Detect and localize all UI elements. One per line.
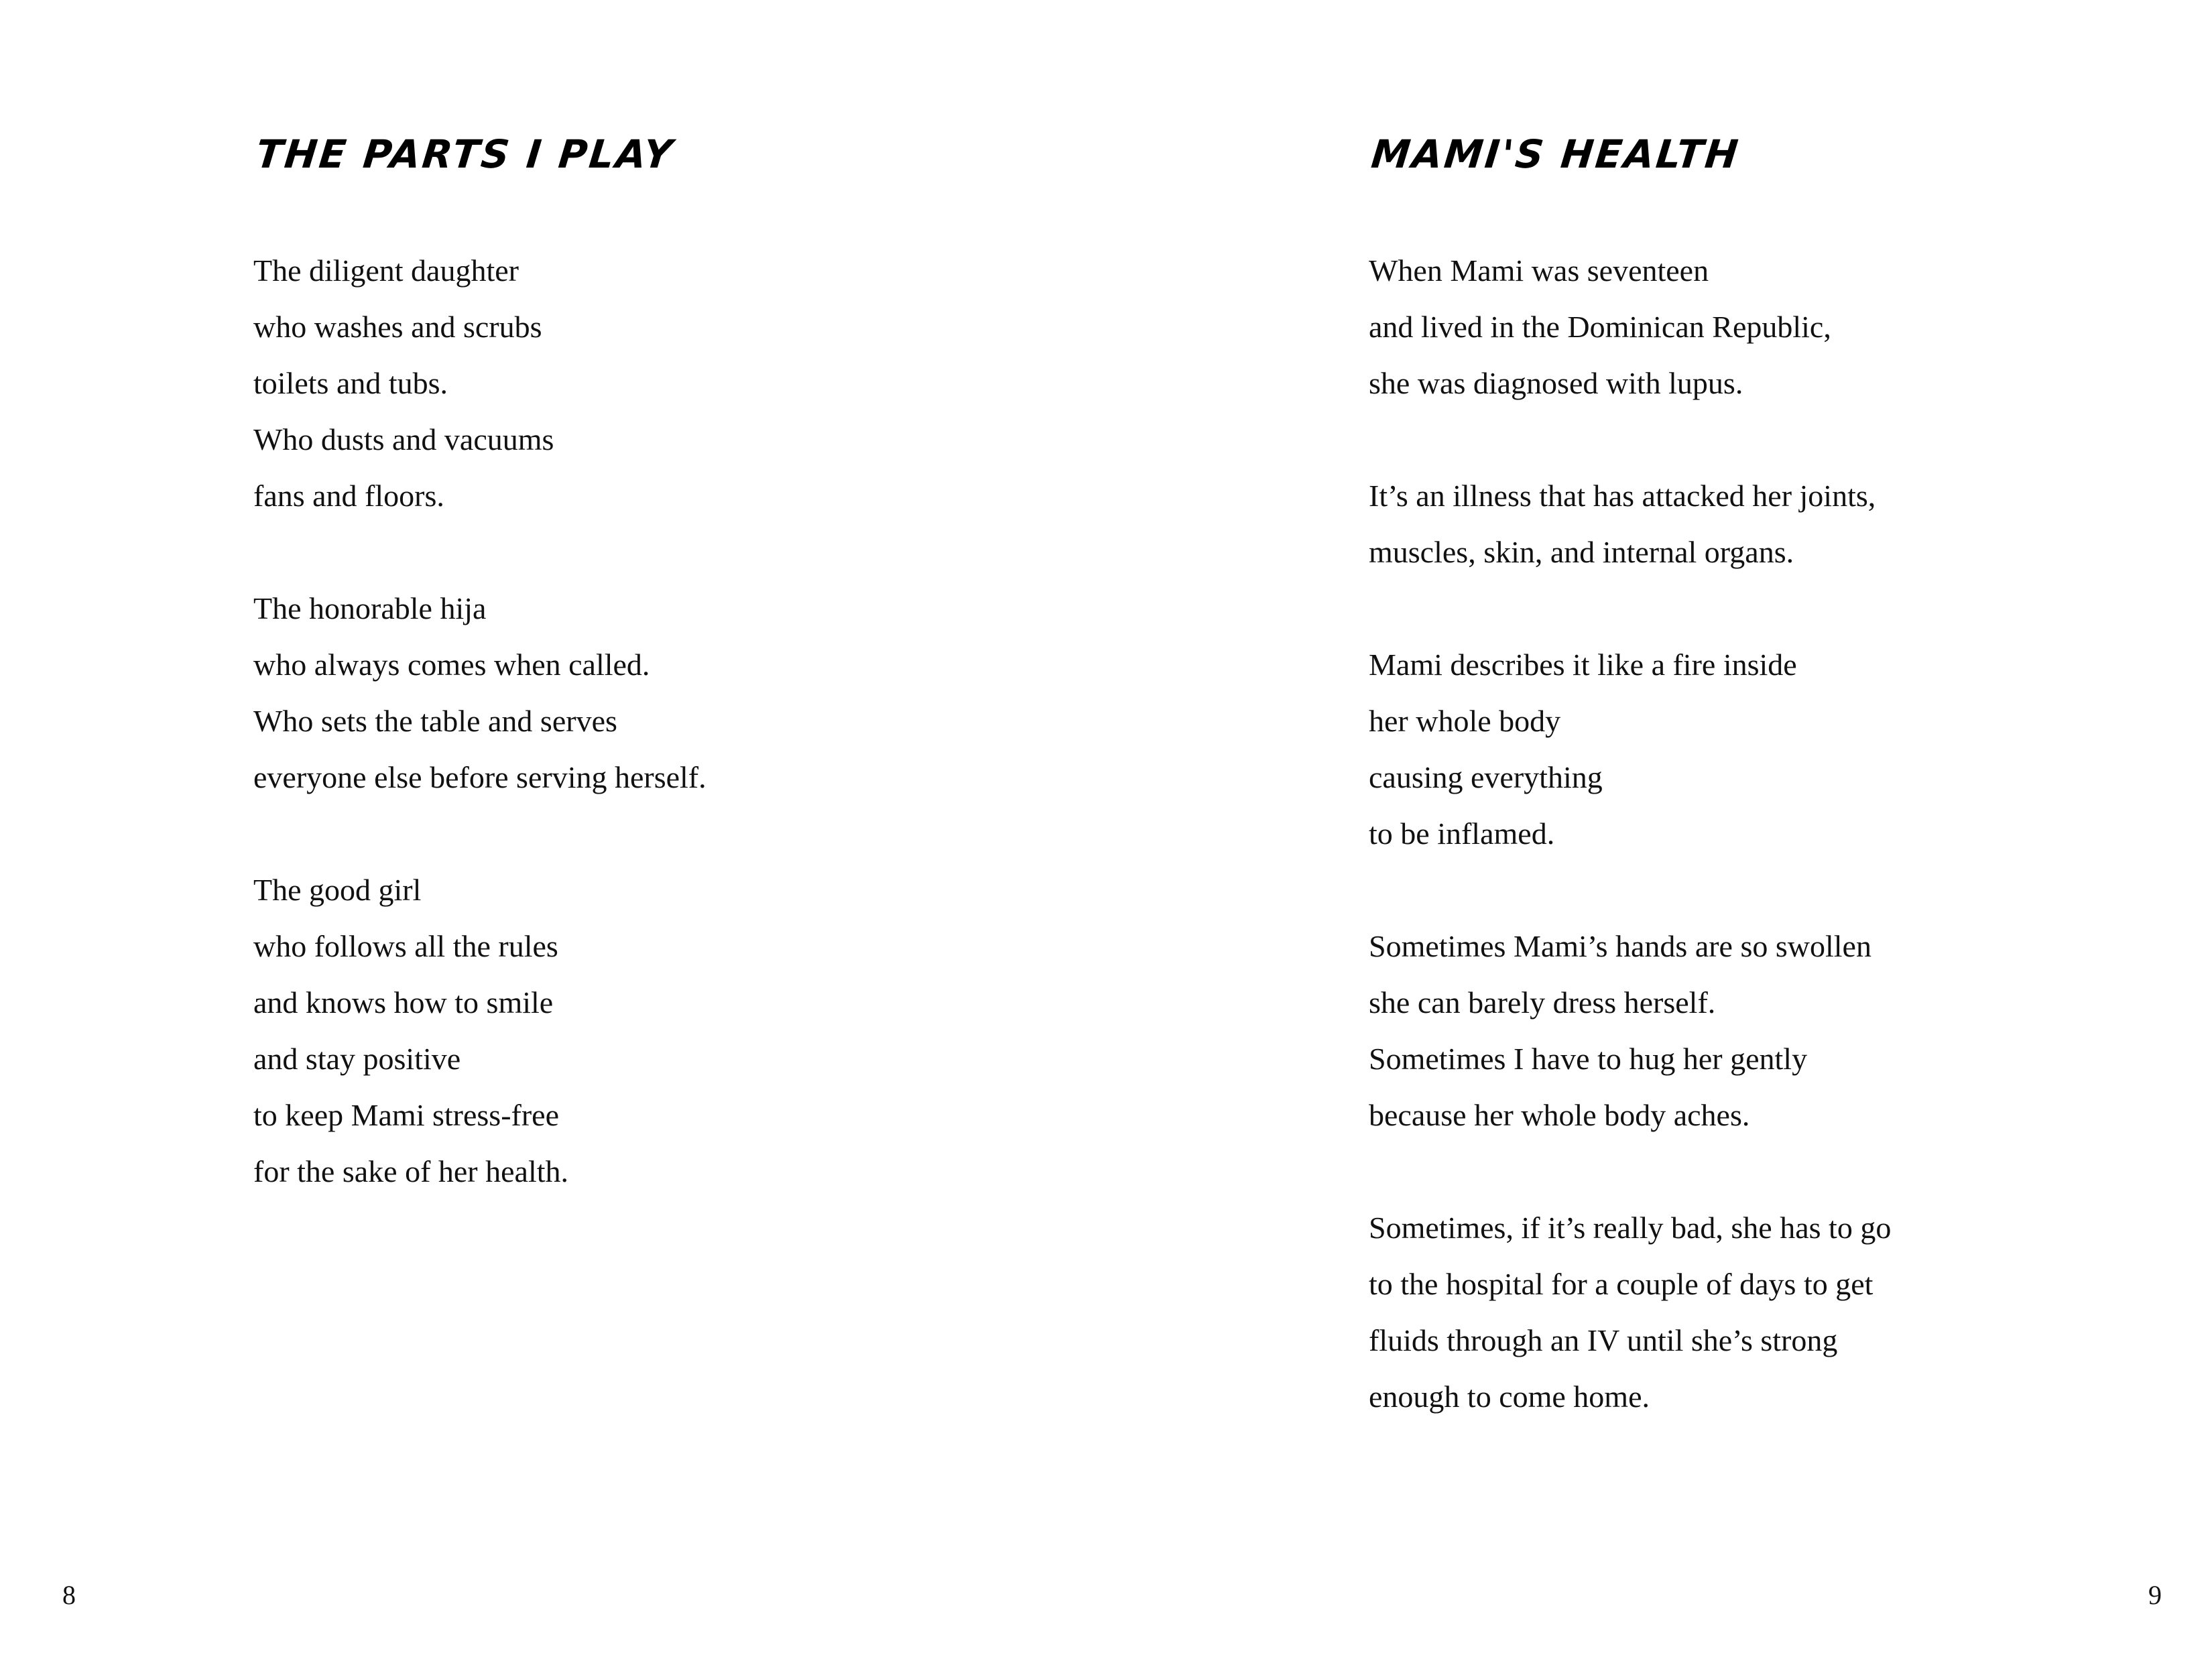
- poem-line: to be inflamed.: [1369, 816, 1555, 851]
- stanza: [1369, 1200, 2140, 1425]
- poem-line: The good girl: [253, 873, 422, 907]
- poem-line: toilets and tubs.: [253, 366, 448, 400]
- poem-title: THE PARTS I PLAY: [253, 131, 676, 177]
- poem-line: Sometimes Mami’s hands are so swollen: [1369, 929, 1871, 963]
- poem-line: because her whole body aches.: [1369, 1098, 1750, 1132]
- poem-line: When Mami was seventeen: [1369, 253, 1709, 288]
- poem-line: who washes and scrubs: [253, 310, 542, 344]
- poem-line: Who dusts and vacuums: [253, 422, 554, 456]
- poem-line: everyone else before serving herself.: [253, 760, 706, 794]
- poem-line: and knows how to smile: [253, 985, 554, 1020]
- right-page: [1106, 0, 2212, 1659]
- poem-line: and lived in the Dominican Republic,: [1369, 310, 1831, 344]
- stanza: [253, 580, 1024, 806]
- poem-mamis-health: [1369, 127, 2140, 1481]
- poem-line: to the hospital for a couple of days to get: [1369, 1267, 1873, 1301]
- stanza: [1369, 637, 2140, 862]
- poem-body: [253, 243, 1024, 1200]
- poem-line: she can barely dress herself.: [1369, 985, 1716, 1020]
- stanza: [1369, 243, 2140, 412]
- poem-line: who follows all the rules: [253, 929, 558, 963]
- poem-line: she was diagnosed with lupus.: [1369, 366, 1743, 400]
- poem-line: muscles, skin, and internal organs.: [1369, 535, 1794, 569]
- page-number: 9: [2148, 1580, 2162, 1610]
- poem-line: causing everything: [1369, 760, 1603, 794]
- stanza: [253, 243, 1024, 524]
- poem-line: to keep Mami stress-free: [253, 1098, 560, 1132]
- poem-body: [1369, 243, 2140, 1425]
- poem-line: who always comes when called.: [253, 648, 650, 682]
- stanza: [1369, 918, 2140, 1144]
- page-number: 8: [62, 1580, 76, 1610]
- poem-line: The diligent daughter: [253, 253, 519, 288]
- poem-title: MAMI'S HEALTH: [1369, 131, 1742, 177]
- stanza: [1369, 468, 2140, 580]
- poem-line: for the sake of her health.: [253, 1154, 569, 1188]
- poem-line: enough to come home.: [1369, 1379, 1650, 1414]
- poem-line: Sometimes I have to hug her gently: [1369, 1042, 1808, 1076]
- poem-the-parts-i-play: [253, 127, 1024, 1256]
- poem-line: It’s an illness that has attacked her joints,: [1369, 479, 1876, 513]
- poem-line: her whole body: [1369, 704, 1561, 738]
- poem-line: The honorable hija: [253, 591, 487, 625]
- poem-line: fluids through an IV until she’s strong: [1369, 1323, 1838, 1357]
- poem-line: Sometimes, if it’s really bad, she has to go: [1369, 1211, 1892, 1245]
- poem-line: Who sets the table and serves: [253, 704, 617, 738]
- poem-line: Mami describes it like a fire inside: [1369, 648, 1797, 682]
- stanza: [253, 862, 1024, 1200]
- poem-line: and stay positive: [253, 1042, 461, 1076]
- poem-line: fans and floors.: [253, 479, 444, 513]
